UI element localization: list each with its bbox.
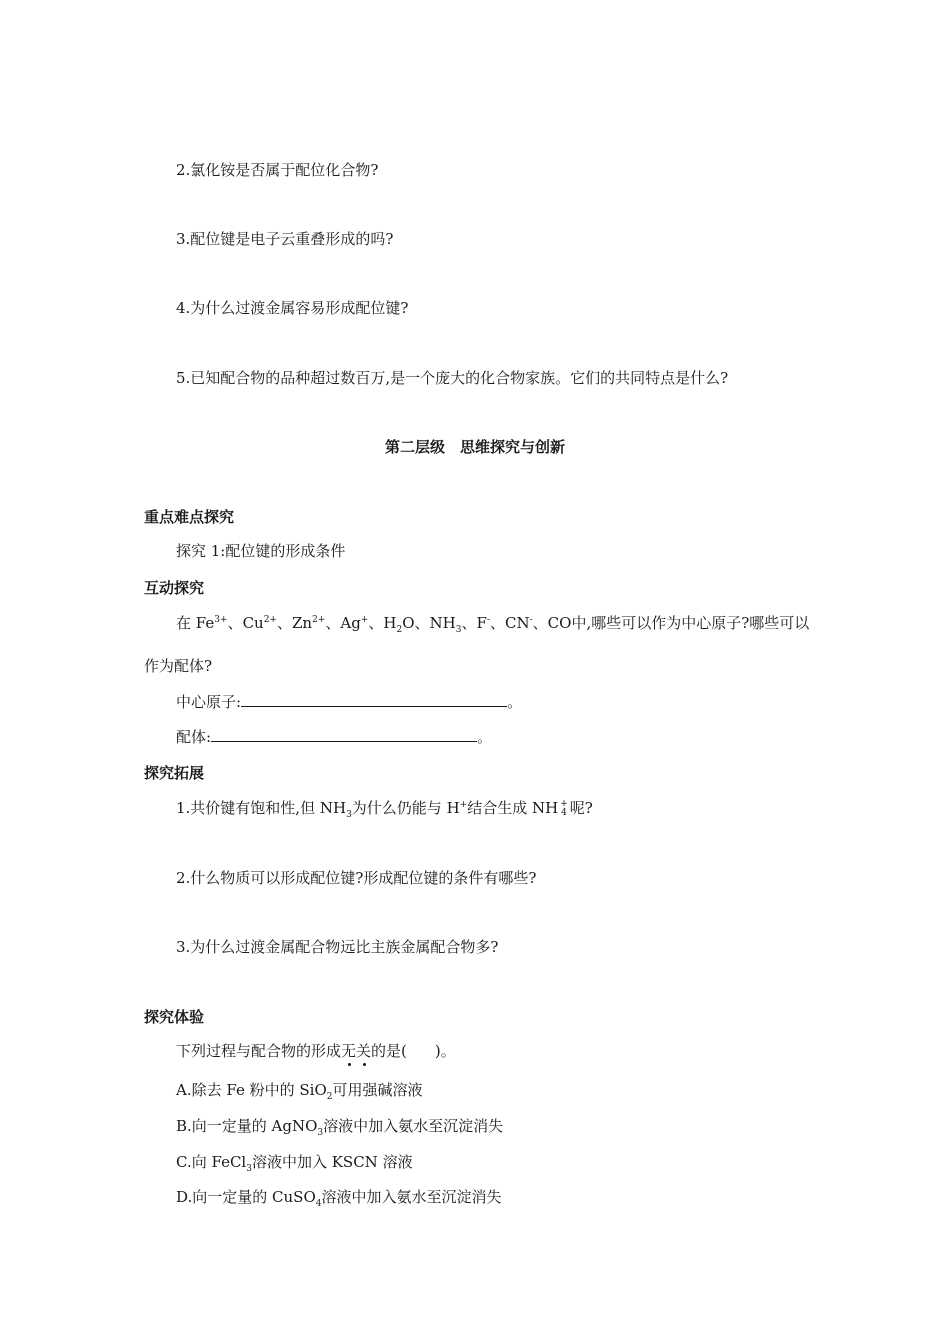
species-base: Fe	[195, 614, 215, 632]
species-base: CN	[505, 614, 530, 632]
species-base: CO	[547, 614, 572, 632]
species-base: NH	[429, 614, 456, 632]
ext-q1-sup: +	[459, 800, 468, 810]
option-d-text-b: 溶液中加入氨水至沉淀消失	[321, 1188, 502, 1206]
species-item	[243, 614, 277, 632]
option-a	[176, 1080, 423, 1100]
option-c-text-b: 溶液中加入 KSCN 溶液	[251, 1153, 413, 1171]
species-superscript: -	[529, 615, 533, 625]
stem-text-c: )。	[434, 1042, 456, 1060]
species-separator: 、	[325, 614, 341, 632]
species-item	[429, 614, 462, 635]
extension-question-3: 3.为什么过渡金属配合物远比主族金属配合物多?	[176, 938, 499, 956]
species-list	[195, 614, 572, 635]
option-d-text-a: D.向一定量的 CuSO	[176, 1188, 316, 1206]
stem-text-b: 的是(	[371, 1042, 407, 1060]
center-atom-answer-blank[interactable]	[241, 692, 507, 707]
question-3: 3.配位键是电子云重叠形成的吗?	[176, 230, 394, 248]
species-separator: 、	[368, 614, 384, 632]
ammonium-charge-bottom: 4	[561, 808, 567, 818]
option-c	[176, 1152, 413, 1172]
key-points-heading: 重点难点探究	[144, 508, 235, 526]
option-b-text-a: B.向一定量的 AgNO	[176, 1117, 318, 1135]
ext-q1-text-a: 1.共价键有饱和性,但 NH	[176, 799, 347, 817]
ligand-answer-blank[interactable]	[211, 727, 477, 742]
interactive-suffix: 中,哪些可以作为中心原子?哪些可以	[571, 614, 810, 632]
species-separator: 、	[414, 614, 430, 632]
option-d	[176, 1187, 502, 1207]
explore-1-title: 探究 1:配位键的形成条件	[176, 542, 346, 560]
interactive-prefix: 在	[176, 614, 192, 632]
ligand-label: 配体:	[176, 728, 212, 746]
species-superscript: 3+	[214, 615, 228, 625]
option-a-text-a: A.除去 Fe 粉中的 SiO	[176, 1081, 327, 1099]
species-tail: O	[402, 614, 415, 632]
option-a-sub: 2	[326, 1092, 333, 1102]
species-superscript: 2+	[263, 615, 277, 625]
species-item	[340, 614, 368, 632]
center-atom-label: 中心原子:	[176, 693, 242, 711]
option-b	[176, 1116, 503, 1136]
center-atom-period: 。	[507, 693, 523, 711]
species-base: F	[476, 614, 487, 632]
center-atom-row	[176, 692, 522, 712]
species-separator: 、	[532, 614, 548, 632]
interactive-heading: 互动探究	[144, 579, 205, 597]
option-c-sub: 3	[246, 1164, 252, 1174]
species-subscript: 2	[396, 625, 403, 635]
species-item	[548, 614, 572, 632]
extension-question-2: 2.什么物质可以形成配位键?形成配位键的条件有哪些?	[176, 869, 537, 887]
option-a-text-b: 可用强碱溶液	[332, 1081, 423, 1099]
species-item	[196, 614, 228, 632]
ext-q1-text-d: 呢?	[569, 799, 593, 817]
species-separator: 、	[276, 614, 292, 632]
species-base: Cu	[242, 614, 264, 632]
question-5: 5.已知配合物的品种超过数百万,是一个庞大的化合物家族。它们的共同特点是什么?	[176, 369, 729, 387]
species-subscript: 3	[455, 625, 462, 635]
stem-emphasis-2: 关	[356, 1042, 372, 1060]
ext-q1-text-c: 结合生成 NH	[467, 799, 559, 817]
species-item	[505, 614, 533, 632]
interactive-question-line2: 作为配体?	[144, 657, 213, 675]
species-superscript: 2+	[312, 615, 326, 625]
species-item	[292, 614, 325, 632]
question-2: 2.氯化铵是否属于配位化合物?	[176, 161, 379, 179]
stem-emphasis-1: 无	[341, 1042, 357, 1060]
question-4: 4.为什么过渡金属容易形成配位键?	[176, 299, 409, 317]
species-superscript: +	[360, 615, 369, 625]
ammonium-charge-top: +	[560, 799, 568, 809]
option-b-sub: 3	[317, 1128, 324, 1138]
species-base: Ag	[340, 614, 361, 632]
experience-heading: 探究体验	[144, 1008, 205, 1026]
extension-heading: 探究拓展	[144, 764, 205, 782]
ext-q1-text-b: 为什么仍能与 H	[351, 799, 460, 817]
species-item	[383, 614, 415, 635]
species-separator: 、	[489, 614, 505, 632]
species-separator: 、	[461, 614, 477, 632]
ammonium-charge	[560, 800, 568, 818]
ligand-period: 。	[477, 728, 493, 746]
option-c-text-a: C.向 FeCl	[176, 1153, 247, 1171]
interactive-question	[176, 613, 809, 633]
species-superscript: -	[486, 615, 490, 625]
option-b-text-b: 溶液中加入氨水至沉淀消失	[323, 1117, 504, 1135]
species-base: Zn	[292, 614, 313, 632]
option-d-sub: 4	[315, 1199, 322, 1209]
section-title: 第二层级 思维探究与创新	[384, 438, 565, 456]
species-item	[477, 614, 490, 632]
ligand-row	[176, 727, 492, 747]
species-base: H	[383, 614, 397, 632]
stem-text-a: 下列过程与配合物的形成	[176, 1042, 342, 1060]
species-separator: 、	[227, 614, 243, 632]
extension-question-1	[176, 798, 593, 818]
experience-stem	[176, 1041, 456, 1061]
ext-q1-sub: 3	[346, 810, 352, 820]
